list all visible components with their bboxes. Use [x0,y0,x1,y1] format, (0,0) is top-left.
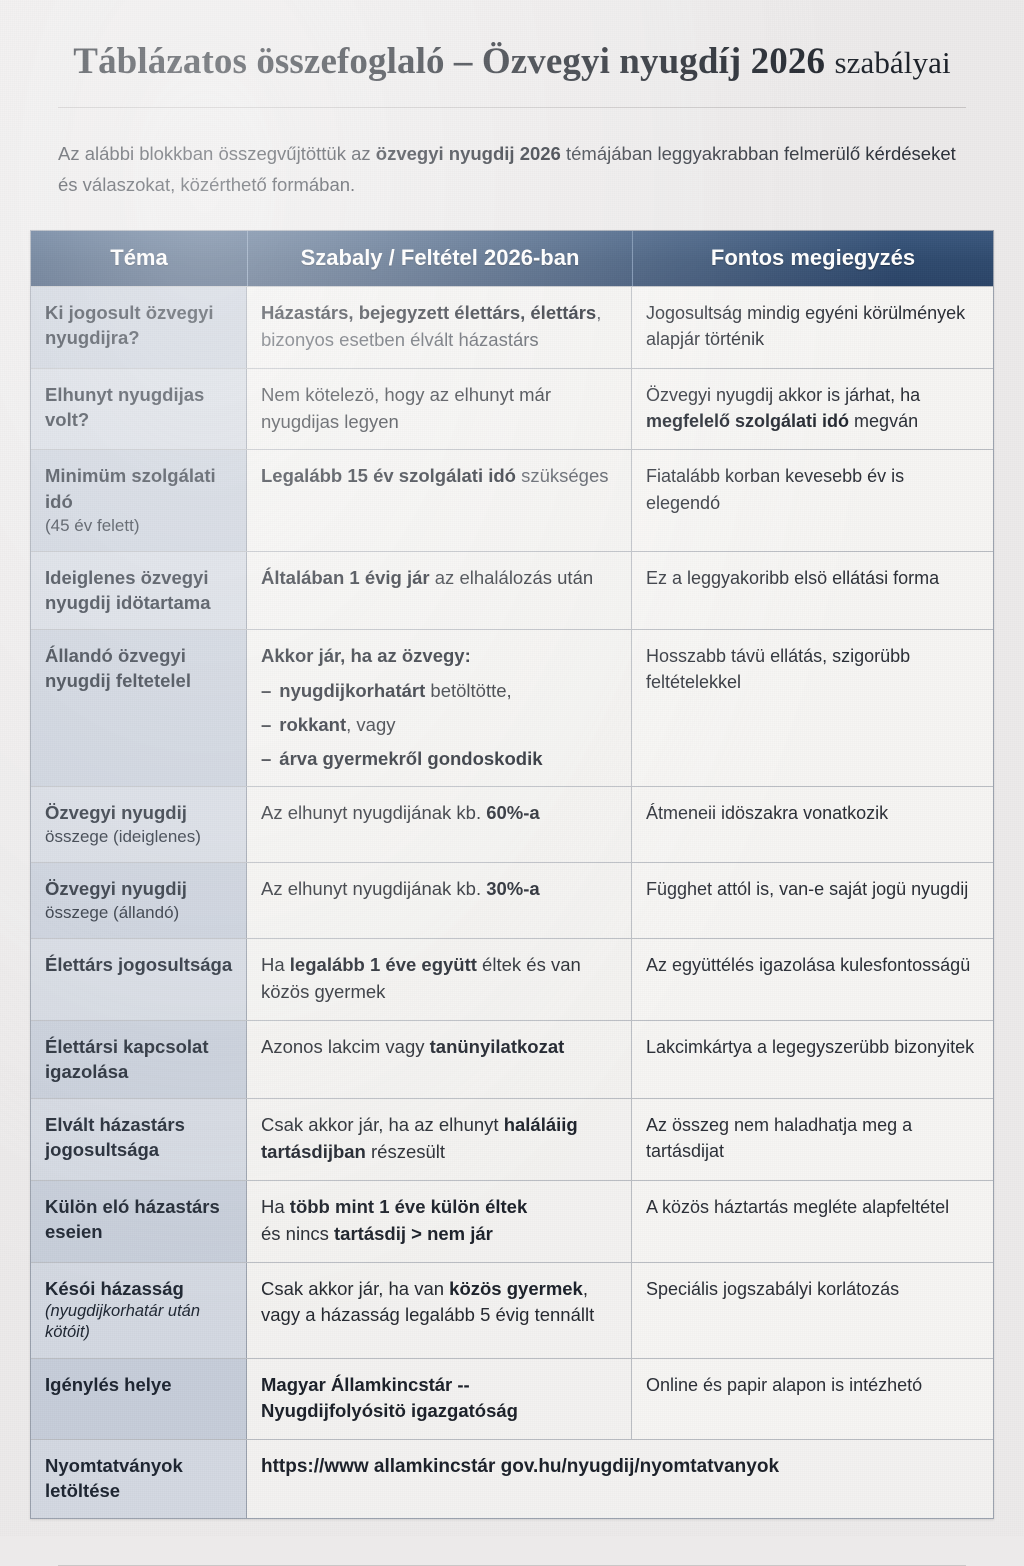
rule-bold-line1: Magyar Államkincstár -- [261,1373,470,1395]
header-divider [58,107,966,108]
row-rule [247,1099,632,1180]
row-topic-main: Minimüm szolgálati idó [45,465,216,512]
rule-bold: 30%-a [486,878,540,900]
table-row [31,1180,993,1262]
bullet-text [279,679,511,704]
rule-bold2: tartásdij > nem jár [334,1222,493,1244]
rule-bold: több mint 1 éve külön éltek [289,1195,528,1217]
row-note: Online és papir alapon is intézhetó [632,1359,993,1440]
table-row [31,1358,993,1440]
row-note: Átmeneii idöszakra vonatkozik [632,787,993,862]
row-topic: Ki jogosult özvegyi nyugdijra? [31,287,247,368]
rule-bold: Legalább 15 év szolgálati idó [261,465,516,487]
row-topic: Külön eló házastárs eseien [31,1181,247,1262]
row-topic [31,450,247,550]
row-topic-main: Özvegyi nyugdij [45,878,187,900]
rule-rest: szükséges [515,465,609,487]
rule-bold-line2: Nyugdijfolyósitö igazgatóság [261,1400,518,1422]
row-rule [247,630,632,786]
table-row [31,368,993,450]
rule-post: részesült [365,1141,446,1163]
row-note [632,369,993,450]
row-note: Speciális jogszabályi korlátozás [632,1263,993,1358]
row-note: Az összeg nem haladhatja meg a tartásdijat [632,1099,993,1180]
rule-line2 [261,1221,619,1248]
rule-pre: Az elhunyt nyugdijának kb. [261,801,487,823]
row-rule [247,787,632,862]
column-header-topic: Téma [110,245,168,271]
row-rule [247,450,632,550]
row-topic: Ideiglenes özvegyi nyugdij idötartama [31,552,247,629]
row-topic-sub: összege (ideiglenes) [45,827,201,847]
table-row [31,786,993,862]
rule-mid: és nincs [261,1222,335,1244]
rule-bold: tanünyilatkozat [429,1036,565,1058]
rule-pre: Ha [261,1195,290,1217]
bullet-item [261,747,619,772]
bullet-item [261,679,619,704]
row-note: Ez a leggyakoribb elsö ellátási forma [632,552,993,629]
row-topic: Élettárs jogosultsága [31,939,247,1020]
table-row [31,1439,993,1517]
row-topic [31,863,247,938]
rule-bold: 60%-a [486,801,540,823]
note-post: megván [849,410,919,431]
rule-lead: Akkor jár, ha az özvegy: [261,645,471,667]
row-topic: Élettársi kapcsolat igazolása [31,1021,247,1098]
rule-bullet-list [261,679,619,772]
intro-part2: témájában leggyakrabban felmerülő kérdéseket és válaszokat, közérthető formában. [58,143,956,196]
bullet-rest: , vagy [346,713,396,735]
row-topic [31,787,247,862]
page-title-block [28,0,996,101]
summary-table [30,230,994,1518]
bullet-dash-icon: – [261,679,272,701]
download-link[interactable]: https://www allamkincstár gov.hu/nyugdij/nyomtatvanyok [247,1440,993,1517]
table-row [31,1098,993,1180]
row-rule [247,1021,632,1098]
rule-post: , vagy a házasság legalább 5 évig tennállt [261,1277,595,1326]
page-title [28,40,996,83]
row-topic: Elvált házastárs jogosultsága [31,1099,247,1180]
row-note: Függhet attól is, van-e saját jogü nyugdij [632,863,993,938]
column-header-note: Fontos megiegyzés [632,231,993,286]
rule-pre: Csak akkor jár, ha van [261,1277,450,1299]
table-row [31,938,993,1020]
table-row [31,1020,993,1098]
rule-post: éltek és van közös gyermek [261,954,581,1003]
row-topic: Nyomtatványok letöltése [31,1440,247,1517]
table-header-row [31,231,993,286]
rule-pre: Ha [261,954,290,976]
page-title-suffix: szabályai [834,45,951,80]
bullet-dash-icon: – [261,713,272,735]
table-row [31,286,993,368]
row-note: Jogosultság mindig egyéni körülmények alapjár történik [632,287,993,368]
bullet-bold: nyugdijkorhatárt [279,679,426,701]
table-row [31,449,993,550]
table-row [31,629,993,786]
row-rule [247,939,632,1020]
row-topic-sub: összege (állandó) [45,903,180,923]
row-rule: Nem kötelezö, hogy az elhunyt már nyugdijas legyen [247,369,632,450]
row-topic: Igénylés helye [31,1359,247,1440]
row-topic: Elhunyt nyugdijas volt? [31,369,247,450]
rule-pre: Csak akkor jár, ha az elhunyt [261,1114,504,1136]
bullet-item [261,713,619,738]
row-topic-sub-italic: (nyugdijkorhatár után kötóit) [45,1301,201,1342]
bullet-bold: árva gyermekről gondoskodik [279,747,543,769]
row-note: Az együttélés igazolása kulesfontosságü [632,939,993,1020]
bullet-bold: rokkant [279,713,347,735]
row-topic-main: Özvegyi nyugdij [45,801,187,823]
rule-rest: az elhalálozás után [429,566,594,588]
rule-bold: közös gyermek [449,1277,583,1299]
intro-part1: Az alábbi blokkban összegvűjtöttük az [58,143,376,164]
rule-bold: Házastárs, bejegyzett élettárs, élettárs [261,302,597,324]
row-rule [247,1263,632,1358]
bullet-text [279,747,542,772]
row-rule [247,863,632,938]
bullet-text [279,713,395,738]
note-bold: megfelelő szolgálati idó [646,410,850,431]
rule-bold: legalább 1 éve együtt [289,954,477,976]
table-row [31,862,993,938]
bullet-rest: betöltötte, [425,679,512,701]
footer-divider [58,1565,966,1566]
row-topic-sub: (45 év felett) [45,515,140,535]
rule-pre: Az elhunyt nyugdijának kb. [261,878,487,900]
row-topic: Állandó özvegyi nyugdij feltetelel [31,630,247,786]
table-row [31,1262,993,1358]
row-rule [247,287,632,368]
bullet-dash-icon: – [261,747,272,769]
row-note: A közös háztartás megléte alapfeltétel [632,1181,993,1262]
row-topic-main: Késói házasság [45,1277,184,1299]
intro-bold-term: özvegyi nyugdij 2026 [375,143,561,164]
column-header-rule: Szabaly / Feltétel 2026-ban [247,231,632,286]
row-rule [247,1181,632,1262]
row-rule [247,1359,632,1440]
intro-paragraph [58,138,958,200]
page-title-main: Táblázatos összefoglaló – Özvegyi nyugdíj 2026 [73,41,826,82]
row-rule [247,552,632,629]
note-pre: Özvegyi nyugdij akkor is járhat, ha [646,384,921,405]
rule-pre: Azonos lakcim vagy [261,1036,430,1058]
rule-rest: , bizonyos esetben élvált házastárs [261,302,602,350]
rule-bold: Általában 1 évig jár [261,566,430,588]
table-row [31,551,993,629]
row-note: Lakcimkártya a legegyszerübb bizonyitek [632,1021,993,1098]
row-note: Fiatalább korban kevesebb év is elegendó [632,450,993,550]
rule-bold: haláláiig tartásdijban [261,1114,578,1163]
row-topic [31,1263,247,1358]
row-note: Hosszabb távü ellátás, szigorübb feltételekkel [632,630,993,786]
